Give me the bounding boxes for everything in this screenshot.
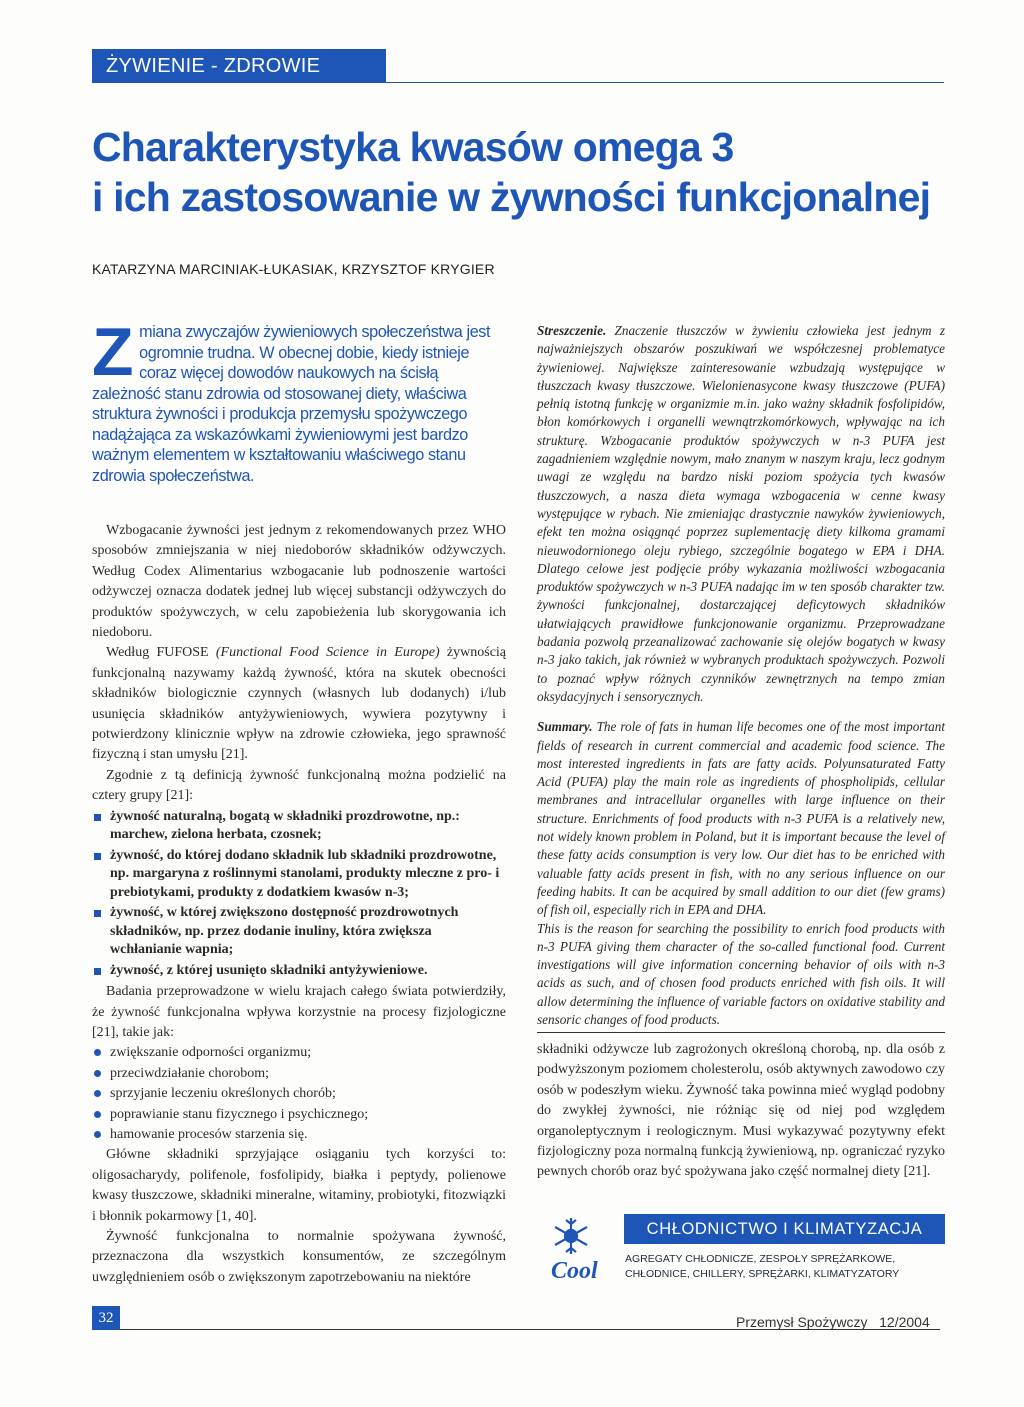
abstract-pl: Streszczenie. Znaczenie tłuszczów w żywieniu człowieka jest jednym z najważniejszych obszarów poszukiwań we współczesnej problematyce żywieniowej. Największe zainteresowanie wzbudzają występujące w tłuszczach kwasy tłuszczowe. Wielonienasycone kwasy tłuszczowe (PUFA) pełnią istotną funkcję w organizmie m.in. jako ważny składnik fosfolipidów, błon komórkowych i organelli wewnątrzkomórkowych, wpływając na ich strukturę. Wzbogacanie produktów spożywczych w n-3 PUFA jest zagadnieniem względnie nowym, mało znanym w naszym kraju, lecz godnym uwagi ze względu na bardzo niski poziom spożycia tych kwasów tłuszczowych, a nasza dieta wymaga wzbogacenia w cenne kwasy występujące w rybach. Nie zmieniając drastycznie nawyków żywieniowych, efekt ten można osiągnąć poprzez suplementację diety kilkoma gramami nieuwodornionego oleju rybiego, szczególnie bogatego w EPA i DHA. Dlatego celowe jest podjęcie próby wykazania możliwości wzbogacania produktów spożywczych w n-3 PUFA nadając im w ten sposób charakter tzw. żywności funkcjonalnej, dostarczającej deficytowych składników ułatwiających prawidłowe funkcjonowanie organizmu. Przeprowadzane badania pozwolą przeanalizować zachowanie się olejów bogatych w kwasy n-3 jako takich, jak również w wybranych produktach spożywczych. Pozwoli to poznać wpływ różnych czynników zewnętrznych na tempo zmian oksydacyjnych i sensorycznych.	[537, 323, 945, 704]
list-item: sprzyjanie leczeniu określonych chorób;	[92, 1084, 506, 1104]
logo-text: Cool	[551, 1258, 598, 1284]
ad-text: AGREGATY CHŁODNICZE, ZESPOŁY SPRĘŻARKOWE, CHŁODNICE, CHILLERY, SPRĘŻARKI, KLIMATYZATORY	[625, 1253, 900, 1280]
list-item: żywność, do której dodano składnik lub składniki prozdrowotne, np. margaryna z roślinnymi stanolami, produkty mleczne z pro- i prebiotykami, produkty z dodatkiem kwasów n-3;	[92, 847, 506, 903]
effects-list	[92, 1043, 506, 1145]
journal-name: Przemysł Spożywczy 12/2004	[736, 1314, 930, 1330]
section-tag: ŻYWIENIE - ZDROWIE	[92, 49, 386, 83]
title-line-2: i ich zastosowanie w żywności funkcjonalnej	[92, 174, 931, 220]
abstract-pl-label: Streszczenie.	[537, 323, 607, 338]
list-item: żywność, z której usunięto składniki antyżywieniowe.	[92, 962, 506, 981]
authors: KATARZYNA MARCINIAK-ŁUKASIAK, KRZYSZTOF KRYGIER	[92, 261, 495, 277]
abstract	[537, 322, 945, 1029]
lead-paragraph	[92, 314, 506, 486]
paragraph: składniki odżywcze lub zagrożonych określoną chorobą, np. dla osób z podwyższonym poziomem cholesterolu, osób aktywnych zawodowo czy osób w podeszłym wieku. Żywność taka powinna mieć wygląd podobny do zwykłej żywności, nie różniąc się od niej pod względem organoleptycznym i reologicznym. Musi wykazywać pozytywny efekt fizjologiczny poza normalną funkcją żywieniową, np. ograniczać ryzyko pewnych chorób oraz być spożywana jako część normalnej diety [21].	[537, 1042, 945, 1180]
abstract-rule	[537, 1032, 945, 1033]
lead-text: miana zwyczajów żywieniowych społeczeństwa jest ogromnie trudna. W obecnej dobie, kiedy istnieje coraz więcej dowodów naukowych na ścisłą zależność stanu zdrowia od stosowanej diety, właściwa struktura żywności i produkcja przemysłu spożywczego nadążająca za wskazówkami żywieniowymi jest bardzo ważnym elementem w kształtowaniu właściwego stanu zdrowia społeczeństwa.	[92, 323, 491, 485]
list-item: przeciwdziałanie chorobom;	[92, 1064, 506, 1084]
cool-logo	[537, 1214, 617, 1284]
body-column-left	[92, 521, 506, 1288]
paragraph: Według FUFOSE (Functional Food Science in Europe) żywnością funkcjonalną nazywamy każdą żywność, która na skutek obecności składników biologicznie czynnych (własnych lub dodanych) i/lub usunięcia składników antyżywieniowych, wywiera pozytywny i potwierdzony klinicznie wpływ na zdrowie człowieka, jego sprawność fizyczną i stan umysłu [21].	[92, 645, 507, 763]
body-column-right	[537, 1040, 945, 1183]
drop-cap: Z	[92, 314, 134, 390]
abstract-en-label: Summary.	[537, 719, 593, 735]
paragraph: Żywność funkcjonalna to normalnie spożywana żywność, przeznaczona dla wszystkich konsumentów, ze szczególnym uwzględnieniem osób o zwiększonym zapotrzebowaniu na niektóre	[92, 1229, 506, 1285]
advertisement	[537, 1214, 945, 1286]
title-line-1: Charakterystyka kwasów omega 3	[92, 124, 734, 170]
page-number: 32	[92, 1306, 120, 1330]
paragraph: Zgodnie z tą definicją żywność funkcjonalną można podzielić na cztery grupy [21]:	[92, 767, 506, 804]
abstract-en-2: This is the reason for searching the possibility to enrich food products with n-3 PUFA giving them character of the so-called functional food. Current investigations will give information concerning behavior of oils with n-3 acids as such, and of chosen food products enriched with fish oils. It will allow determining the influence of variable factors on oxidative stability and sensoric changes of food products.	[537, 920, 945, 1027]
list-item: poprawianie stanu fizycznego i psychicznego;	[92, 1105, 506, 1125]
article-title	[92, 122, 952, 222]
list-item: hamowanie procesów starzenia się.	[92, 1125, 506, 1145]
ad-banner: CHŁODNICTWO I KLIMATYZACJA	[624, 1214, 945, 1244]
snowflake-icon	[555, 1218, 587, 1254]
section-rule	[386, 82, 944, 83]
paragraph: Badania przeprowadzone w wielu krajach całego świata potwierdziły, że żywność funkcjonalna wpływa korzystnie na procesy fizjologiczne [21], takie jak:	[92, 984, 506, 1040]
abstract-en: Summary. The role of fats in human life becomes one of the most important fields of research in current commercial and academic food science. The most interested ingredients in fats are fatty acids. Polyunsaturated Fatty Acid (PUFA) play the main role as ingredients of phospholipids, cellular membranes and intracellular organelles with large influence on their structure. Enrichments of food products with n-3 PUFA is a relatively new, not widely known problem in Poland, but it is important because the level of these fatty acids consumption is very low. Our diet has to be enriched with valuable fatty acids present in fish, with no any serious influence on our feeding habits. It can be acquired by small addition to our diet (few grams) of fish oil, especially rich in EPA and DHA.	[537, 719, 945, 918]
list-item: żywność naturalną, bogatą w składniki prozdrowotne, np.: marchew, zielona herbata, czosnek;	[92, 808, 506, 845]
groups-list	[92, 808, 506, 981]
list-item: zwiększanie odporności organizmu;	[92, 1043, 506, 1063]
paragraph: Wzbogacanie żywności jest jednym z rekomendowanych przez WHO sposobów zmniejszania w niej niedoborów składników odżywczych. Według Codex Alimentarius wzbogacanie lub podnoszenie wartości odżywczej oznacza dodatek jednej lub więcej substancji odżywczych do produktów spożywczych, w celu zapobieżenia lub skorygowania ich niedoboru.	[92, 523, 506, 641]
paragraph: Główne składniki sprzyjające osiąganiu tych korzyści to: oligosacharydy, polifenole, fosfolipidy, białka i peptydy, polienowe kwasy tłuszczowe, składniki mineralne, witaminy, probiotyki, fitozwiązki i błonnik pokarmowy [1, 40].	[92, 1147, 506, 1224]
list-item: żywność, w której zwiększono dostępność prozdrowotnych składników, np. przez dodanie inuliny, która zwiększa wchłanianie wapnia;	[92, 904, 506, 960]
